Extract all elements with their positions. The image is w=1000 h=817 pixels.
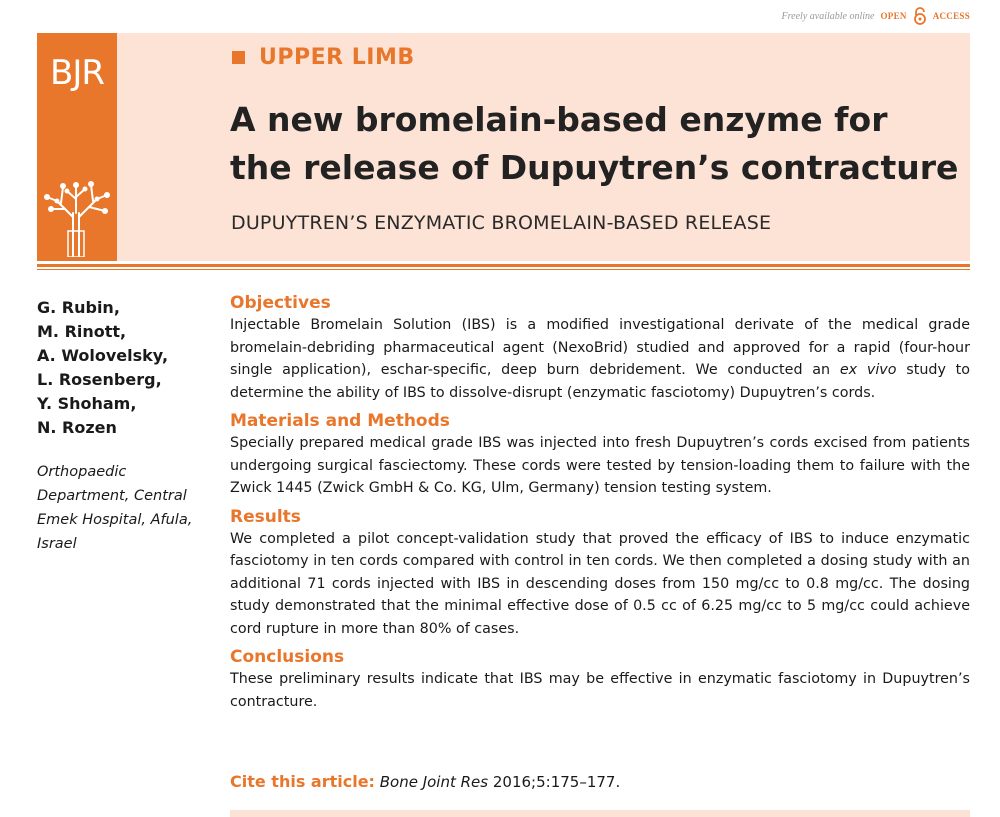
objectives-text: Injectable Bromelain Solution (IBS) is a modified investigational derivate of the medical grade bromelain-debriding pharmaceutical agent (NexoBrid) studied and approved for a rapid (four-hour single application), eschar-specific, deep burn debridement. We conducted an ex vivo study to determine the ability of IBS to dissolve-disrupt (enzymatic fasciotomy) Dupuytren’s cords. bbox=[230, 317, 971, 401]
header-rule-thin bbox=[37, 269, 970, 270]
conclusions-heading: Conclusions bbox=[230, 647, 345, 667]
freely-available-label: Freely available online bbox=[781, 10, 875, 22]
author: G. Rubin, bbox=[37, 298, 120, 317]
methods-heading: Materials and Methods bbox=[230, 411, 450, 431]
objectives-heading: Objectives bbox=[230, 293, 331, 313]
author: L. Rosenberg, bbox=[37, 370, 162, 389]
author-list bbox=[37, 296, 217, 440]
conclusions-text: These preliminary results indicate that IBS may be effective in enzymatic fasciotomy in Dupuytren’s contracture. bbox=[230, 671, 970, 710]
journal-logo bbox=[37, 33, 117, 261]
author: M. Rinott, bbox=[37, 322, 127, 341]
cite-journal: Bone Joint Res bbox=[379, 773, 489, 791]
article-subtitle: DUPUYTREN’S ENZYMATIC BROMELAIN-BASED RELEASE bbox=[231, 212, 772, 234]
author: Y. Shoham, bbox=[37, 394, 137, 413]
author: N. Rozen bbox=[37, 418, 117, 437]
open-access-badge bbox=[782, 7, 970, 25]
section-tag bbox=[232, 45, 415, 70]
section-label: UPPER LIMB bbox=[259, 45, 415, 70]
section-square-icon bbox=[232, 51, 245, 64]
access-label: ACCESS bbox=[932, 11, 970, 21]
results-heading: Results bbox=[230, 506, 301, 527]
affiliation: Orthopaedic Department, Central Emek Hospital, Afula, Israel bbox=[37, 464, 193, 552]
journal-logo-text: BJR bbox=[50, 53, 104, 93]
open-label: OPEN bbox=[880, 11, 907, 21]
article-title: A new bromelain-based enzyme for the release of Dupuytren’s contracture bbox=[230, 100, 959, 187]
footer-band bbox=[230, 810, 970, 817]
abstract bbox=[230, 292, 970, 719]
cite-label: Cite this article: bbox=[230, 772, 375, 791]
author: A. Wolovelsky, bbox=[37, 346, 169, 365]
header-rule bbox=[37, 264, 970, 267]
open-access-lock-icon bbox=[913, 7, 927, 25]
results-text: We completed a pilot concept-validation study that proved the efficacy of IBS to induce enzymatic fasciotomy in ten cords compared with control in ten cords. We then completed a dosing study with an additional 71 cords injected with IBS in descending doses from 150 mg/cc to 0.8 mg/cc. The dosing study demonstrated that the minimal effective dose of 0.5 cc of 6.25 mg/cc to 5 mg/cc could achieve cord rupture in more than 80% of cases. bbox=[230, 530, 970, 637]
citation bbox=[230, 772, 620, 791]
cite-reference: 2016;5:175–177. bbox=[488, 773, 621, 791]
tree-icon bbox=[43, 173, 111, 257]
methods-text: Specially prepared medical grade IBS was injected into fresh Dupuytren’s cords excised from patients undergoing surgical fasciectomy. These cords were tested by tension-loading them to failure with the Zwick 1445 (Zwick GmbH & Co. KG, Ulm, Germany) tension testing system. bbox=[230, 435, 970, 496]
